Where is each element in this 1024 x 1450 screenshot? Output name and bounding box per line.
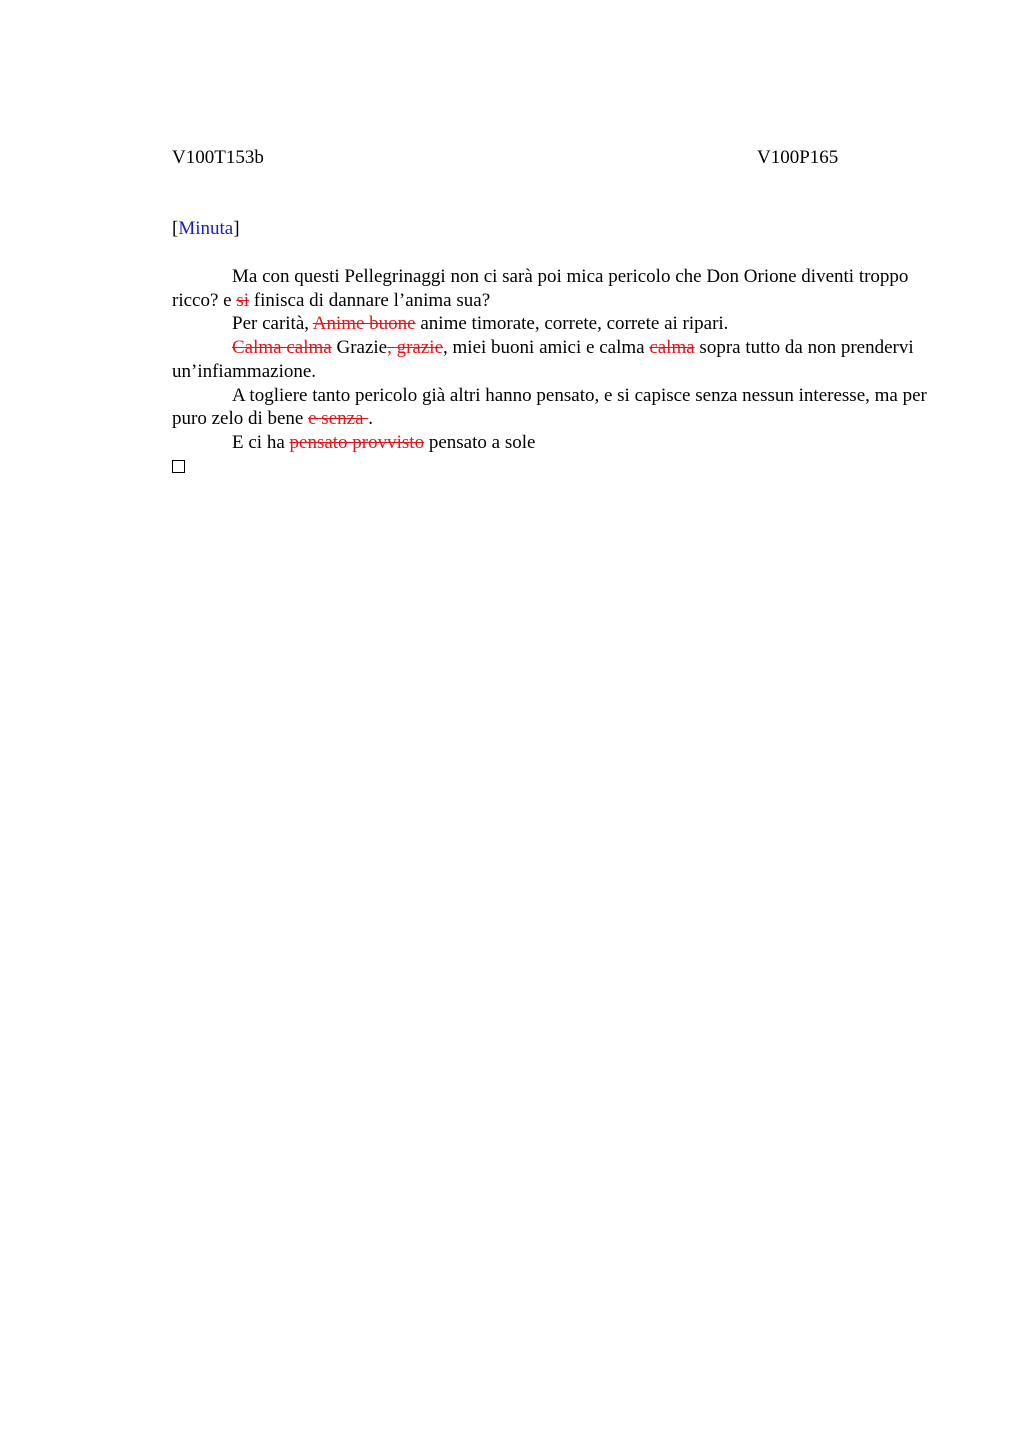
section-label: [172, 217, 240, 241]
text-run: .: [368, 408, 374, 430]
paragraph-5: [172, 431, 928, 455]
deleted-text: pensato provvisto: [289, 431, 425, 453]
empty-square-icon: [172, 460, 185, 473]
text-run: Grazie: [331, 337, 388, 359]
close-bracket: ]: [233, 218, 240, 239]
paragraph-1: [172, 265, 928, 312]
text-run: Per carità,: [232, 313, 313, 335]
text-run: finisca di dannare l’anima sua?: [249, 289, 491, 311]
deleted-text: Calma calma: [232, 337, 332, 359]
text-run: anime timorate, correte, correte ai ripari.: [415, 313, 729, 335]
paragraph-3: [172, 336, 928, 383]
page-code: V100P165: [757, 147, 839, 168]
text-run: sopra tutto da non prendervi un’infiammazione.: [172, 337, 914, 382]
text-run: A togliere tanto pericolo già altri hanno pensato, e si capisce senza nessun interesse, ma per puro zelo di bene: [172, 384, 927, 430]
document-code: V100T153b: [172, 147, 264, 168]
text-run: , miei buoni amici e calma: [443, 337, 650, 359]
deleted-text: Anime buone: [312, 313, 416, 335]
section-label-minuta: Minuta: [178, 218, 234, 239]
text-run: Ma con questi Pellegrinaggi non ci sarà poi mica pericolo che Don Orione diventi troppo ricco? e: [172, 266, 909, 311]
paragraph-4: [172, 384, 928, 431]
deleted-text: , grazie: [387, 337, 444, 359]
text-run: pensato a sole: [424, 431, 536, 453]
deleted-text: calma: [649, 337, 695, 359]
open-bracket: [: [172, 218, 179, 239]
text-run: E ci ha: [232, 431, 290, 453]
body-text: [172, 265, 928, 473]
deleted-text: si: [236, 289, 250, 311]
paragraph-2: [172, 312, 928, 336]
deleted-text: e senza: [308, 408, 369, 430]
